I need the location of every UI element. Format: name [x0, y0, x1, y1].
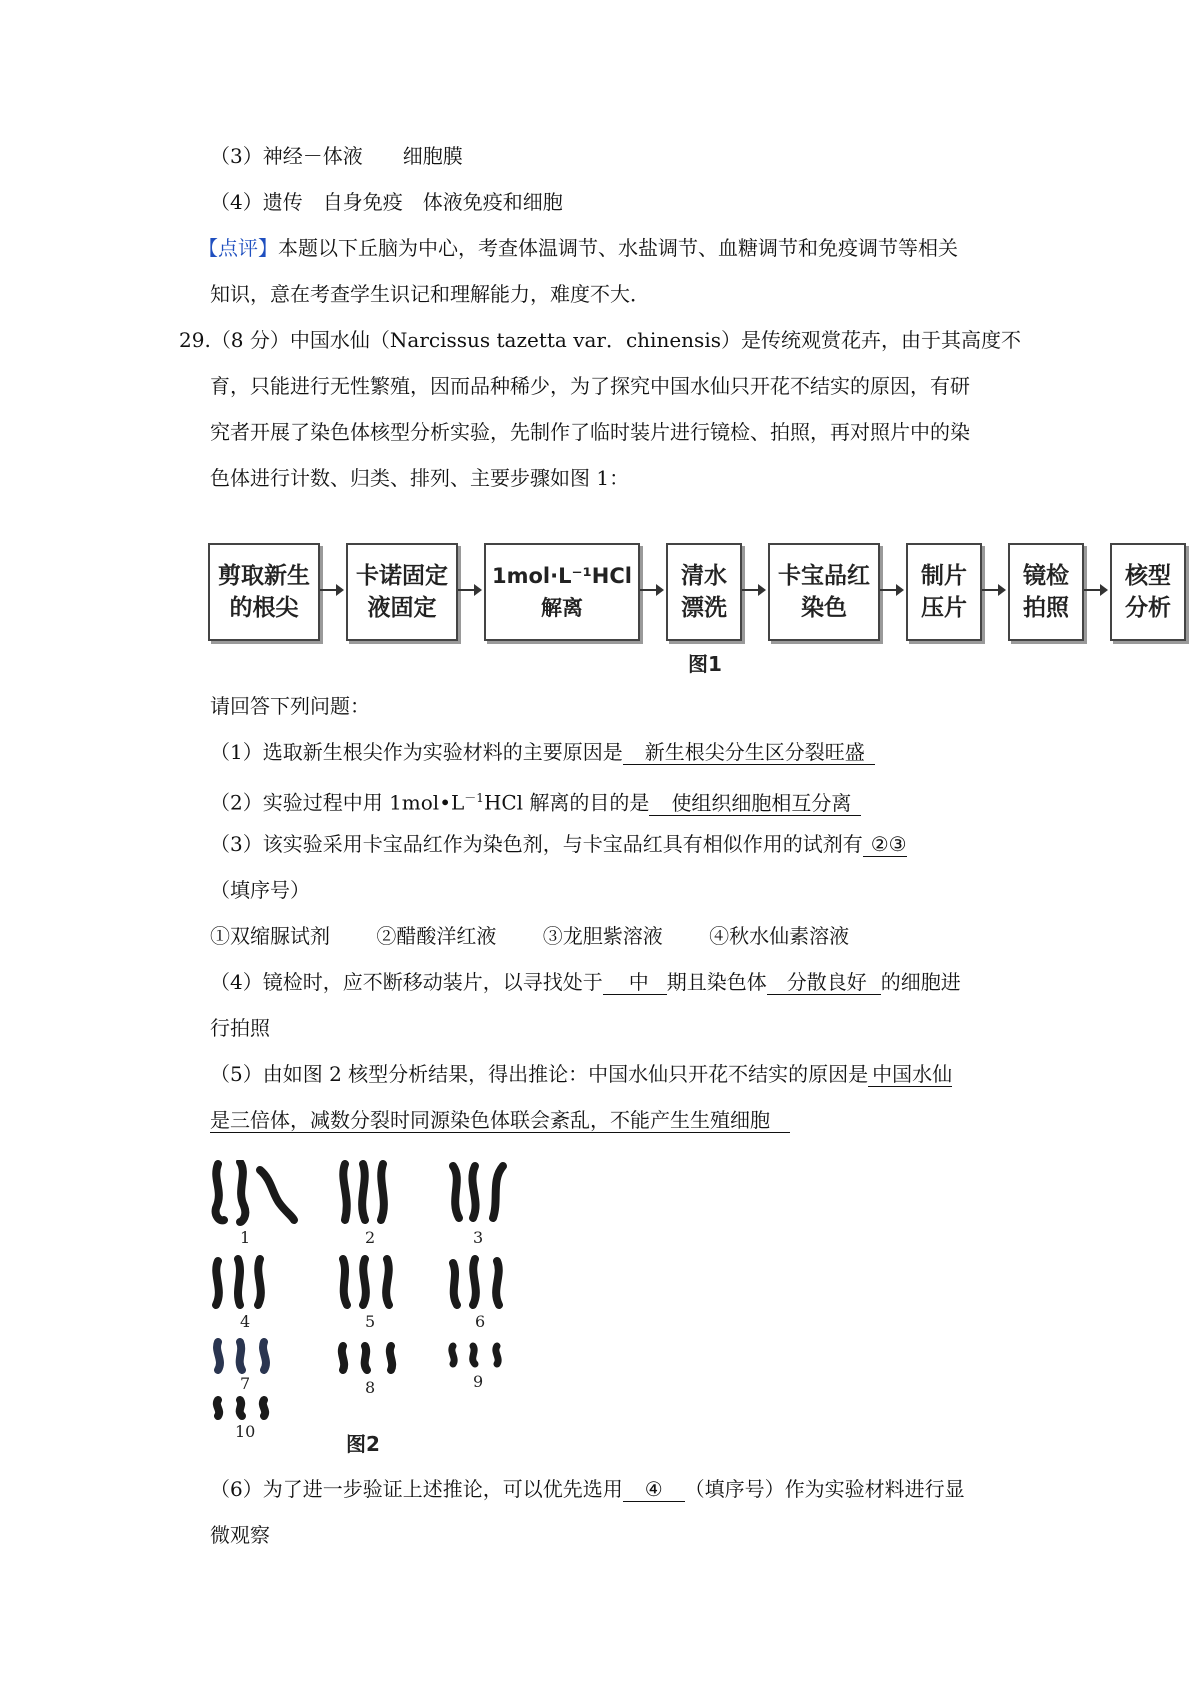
- subquestion-1-answer: 新生根尖分生区分裂旺盛: [623, 740, 875, 765]
- chromosome-group-8: [335, 1342, 415, 1374]
- figure-2-caption: 图2: [346, 1432, 380, 1456]
- review-paragraph: [198, 235, 958, 261]
- subquestion-2-text-mid: HCl 解离的目的是: [483, 790, 650, 815]
- flow-step-1-line1: 剪取新生: [218, 563, 310, 589]
- subquestion-4-answer-2: 分散良好: [767, 970, 881, 995]
- options-row: [210, 923, 849, 949]
- flow-step-5-line2: 染色: [801, 595, 847, 621]
- subquestion-5-answer-2: 是三倍体，减数分裂时同源染色体联会紊乱，不能产生生殖细胞: [210, 1108, 790, 1133]
- flow-arrow: [458, 589, 480, 591]
- flow-arrow: [742, 589, 764, 591]
- flow-arrow: [640, 589, 662, 591]
- karyotype-label-8: 8: [365, 1378, 376, 1397]
- flow-step-2: [346, 543, 458, 641]
- flow-step-7-line1: 镜检: [1023, 563, 1069, 589]
- flow-arrow: [1084, 589, 1106, 591]
- option-4: ④秋水仙素溶液: [709, 924, 850, 948]
- subquestion-3: [210, 831, 907, 857]
- subquestion-1-text: （1）选取新生根尖作为实验材料的主要原因是: [210, 740, 623, 764]
- flow-step-4-line2: 漂洗: [681, 595, 727, 621]
- subquestion-5: [210, 1061, 952, 1087]
- flow-step-7: [1008, 543, 1084, 641]
- answer-line-4: （4）遗传 自身免疫 体液免疫和细胞: [210, 190, 563, 214]
- subquestion-1: [210, 739, 875, 765]
- question-stem-2: 育，只能进行无性繁殖，因而品种稀少，为了探究中国水仙只开花不结实的原因，有研: [210, 374, 970, 398]
- subquestion-6: [210, 1476, 965, 1502]
- subquestion-2-text: （2）实验过程中用 1mol•L: [210, 790, 465, 815]
- subquestion-6-text-end: （填序号）作为实验材料进行显: [684, 1477, 965, 1501]
- figure-1-flowchart: [208, 543, 1186, 643]
- subquestion-4-text: （4）镜检时，应不断移动装片，以寻找处于: [210, 970, 603, 994]
- karyotype-label-7: 7: [240, 1374, 251, 1393]
- chromosome-group-10: [210, 1396, 290, 1420]
- flow-step-5-line1: 卡宝品红: [778, 563, 870, 589]
- review-text: 本题以下丘脑为中心，考查体温调节、水盐调节、血糖调节和免疫调节等相关: [278, 236, 958, 260]
- subquestion-4-text-mid: 期且染色体: [666, 970, 767, 994]
- option-3: ③龙胆紫溶液: [542, 924, 663, 948]
- subquestion-5-text: （5）由如图 2 核型分析结果，得出推论：中国水仙只开花不结实的原因是: [210, 1062, 869, 1086]
- karyotype-label-2: 2: [365, 1228, 376, 1247]
- subquestion-2-superscript: －1: [464, 791, 484, 805]
- subquestion-2-answer: 使组织细胞相互分离: [649, 791, 861, 816]
- question-stem: （8 分）中国水仙（Narcissus tazetta var．chinensis）是传统观赏花卉，由于其高度不: [210, 328, 1021, 352]
- questions-intro: 请回答下列问题：: [210, 694, 370, 718]
- karyotype-label-3: 3: [473, 1228, 484, 1247]
- karyotype-label-4: 4: [240, 1312, 251, 1331]
- flow-step-7-line2: 拍照: [1023, 595, 1069, 621]
- chromosome-group-4: [210, 1255, 290, 1311]
- subquestion-6-answer: ④: [623, 1477, 685, 1502]
- option-1: ①双缩脲试剂: [210, 924, 330, 948]
- karyotype-label-6: 6: [475, 1312, 486, 1331]
- flow-step-8: [1110, 543, 1186, 641]
- flow-arrow: [982, 589, 1004, 591]
- subquestion-4-cont: 行拍照: [210, 1016, 270, 1040]
- flow-step-6-line2: 压片: [921, 595, 967, 621]
- flow-arrow: [880, 589, 902, 591]
- question-stem-3: 究者开展了染色体核型分析实验，先制作了临时装片进行镜检、拍照，再对照片中的染: [210, 420, 970, 444]
- subquestion-4: [210, 969, 961, 995]
- flow-step-1: [208, 543, 320, 641]
- subquestion-3-suffix: （填序号）: [210, 878, 310, 902]
- flow-step-6-line1: 制片: [921, 563, 967, 589]
- subquestion-3-text: （3）该实验采用卡宝品红作为染色剂，与卡宝品红具有相似作用的试剂有: [210, 832, 863, 856]
- question-number: 29.: [179, 328, 211, 352]
- chromosome-group-6: [445, 1255, 525, 1311]
- flow-step-3-line1: 1mol·L⁻¹HCl: [492, 564, 632, 588]
- subquestion-4-answer-1: 中: [603, 970, 667, 995]
- flow-step-2-line1: 卡诺固定: [356, 563, 448, 589]
- chromosome-group-1: [210, 1160, 300, 1226]
- flow-step-4-line1: 清水: [681, 563, 727, 589]
- flow-step-5: [768, 543, 880, 641]
- chromosome-group-2: [335, 1160, 405, 1226]
- flow-step-3-line2: 解离: [540, 596, 583, 620]
- chromosome-group-3: [445, 1160, 525, 1226]
- flow-step-8-line1: 核型: [1125, 563, 1171, 589]
- chromosome-group-7: [210, 1338, 290, 1374]
- chromosome-group-5: [335, 1255, 415, 1311]
- subquestion-5-cont: [210, 1107, 790, 1133]
- option-2: ②醋酸洋红液: [376, 924, 497, 948]
- subquestion-6-cont: 微观察: [210, 1523, 270, 1547]
- figure-1-caption: 图1: [688, 652, 722, 676]
- karyotype-label-9: 9: [473, 1372, 484, 1391]
- review-text-cont: 知识，意在考查学生识记和理解能力，难度不大．: [210, 282, 650, 306]
- subquestion-6-text: （6）为了进一步验证上述推论，可以优先选用: [210, 1477, 623, 1501]
- review-tag: 【点评】: [198, 236, 278, 260]
- flow-step-3: [484, 543, 640, 641]
- figure-2-karyotype: [205, 1160, 565, 1460]
- question-29: [179, 327, 1021, 353]
- flow-step-1-line2: 的根尖: [229, 595, 299, 621]
- flow-arrow: [320, 589, 342, 591]
- karyotype-label-10: 10: [235, 1422, 256, 1441]
- karyotype-label-1: 1: [240, 1228, 251, 1247]
- question-stem-4: 色体进行计数、归类、排列、主要步骤如图 1：: [210, 466, 630, 490]
- subquestion-4-text-end: 的细胞进: [880, 970, 961, 994]
- flow-step-8-line2: 分析: [1125, 595, 1171, 621]
- answer-line-3: （3）神经－体液 细胞膜: [210, 144, 463, 168]
- chromosome-group-9: [445, 1342, 525, 1368]
- subquestion-5-answer-1: 中国水仙: [868, 1062, 952, 1087]
- flow-step-4: [666, 543, 742, 641]
- subquestion-2: [210, 785, 861, 816]
- flow-step-2-line2: 液固定: [367, 595, 437, 621]
- subquestion-3-answer: ②③: [863, 832, 907, 857]
- flow-step-6: [906, 543, 982, 641]
- karyotype-label-5: 5: [365, 1312, 376, 1331]
